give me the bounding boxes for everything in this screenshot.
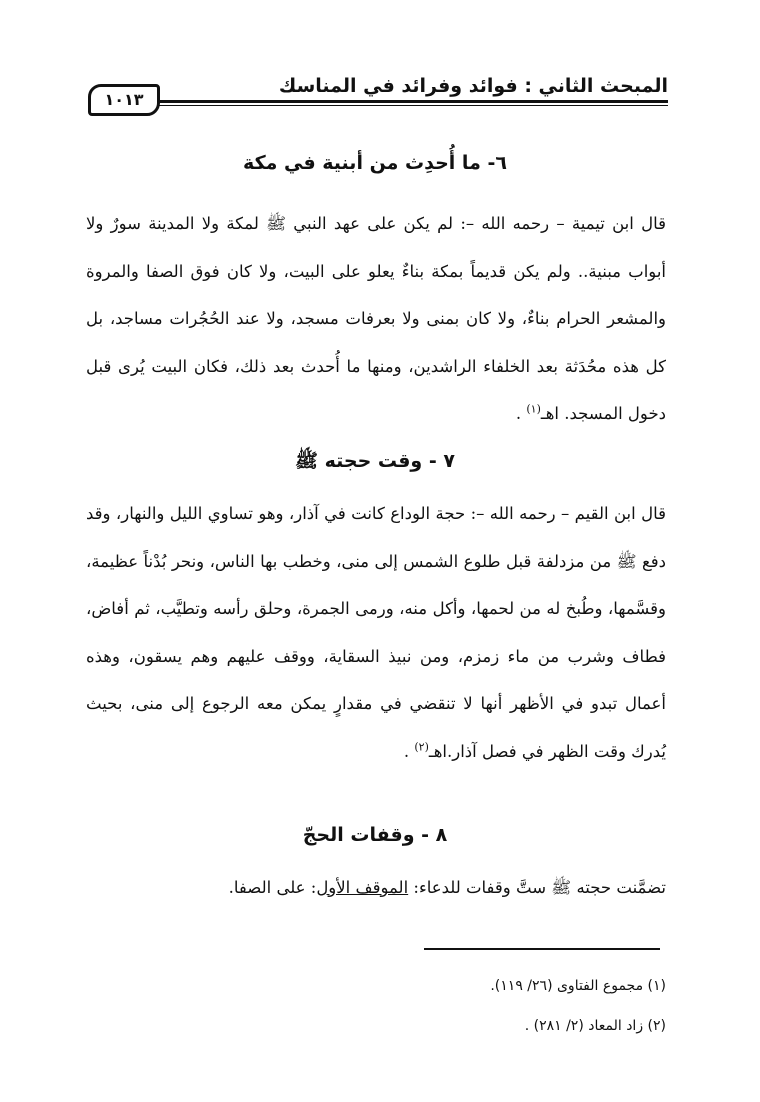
paragraph-7 (86, 490, 666, 775)
paragraph-6 (86, 200, 666, 438)
paragraph-text: قال ابن تيمية – رحمه الله –: لم يكن على عهد النبي ﷺ لمكة ولا المدينة سورٌ ولا أبواب مبنية.. ولم يكن قديماً بمكة بناءٌ يعلو على البيت، ولا كان فوق الصفا والمروة والمشعر الحرام بناءٌ، ولا كان بمنى ولا بعرفات مسجد، ولا عند الحُجُرات مساجد، بل كل هذه محُدَثة بعد الخلفاء الراشدين، ومنها ما أُحدث بعد ذلك، فكان البيت يُرى قبل دخول المسجد. اهـ (86, 214, 666, 423)
paragraph-end: : على الصفا. (228, 878, 317, 897)
paragraph-8 (86, 864, 666, 912)
footnote-separator (424, 948, 660, 950)
section-heading-6: ٦- ما أُحدِث من أبنية في مكة (243, 152, 507, 174)
paragraph-text: قال ابن القيم – رحمه الله –: حجة الوداع كانت في آذار، وهو تساوي الليل والنهار، وقد دفع ﷺ من مزدلفة قبل طلوع الشمس إلى منى، وخطب بها الناس، ونحر بُدْناً عظيمة، وقسَّمها، وطُبخ له من لحمها، وأكل منه، ورمى الجمرة، وحلق رأسه وتطيَّب، ثم أفاض، فطاف وشرب من ماء زمزم، ومن نبيذ السقاية، ووقف عليهم وهم يسقون، وهذه أعمال تبدو في الأظهر أنها لا تنقضي في مقدارٍ يمكن معه الرجوع إلى منى، بحيث يُدرك وقت الظهر في فصل آذار.اهـ (86, 504, 666, 761)
section-heading-8: ٨ - وقفات الحجّ (302, 824, 448, 846)
paragraph-end: . (403, 741, 415, 761)
header-rule-thin (144, 105, 668, 106)
header-rule (144, 100, 668, 103)
underlined-term: الموقف الأول (316, 878, 409, 897)
paragraph-text: تضمَّنت حجته ﷺ ستَّ وقفات للدعاء: (408, 878, 666, 897)
footnote-2: (٢) زاد المعاد (٢/ ٢٨١) . (524, 1018, 666, 1034)
page-number: ١٠١٣ (88, 84, 160, 116)
chapter-title: المبحث الثاني : فوائد وفرائد في المناسك (278, 75, 668, 97)
running-header (88, 70, 668, 110)
paragraph-end: . (515, 404, 527, 423)
footnote-ref-1[interactable]: (١) (526, 402, 541, 416)
footnote-ref-2[interactable]: (٢) (414, 740, 429, 753)
section-heading-7: ٧ - وقت حجته ﷺ (295, 450, 455, 472)
footnote-1: (١) مجموع الفتاوى (٢٦/ ١١٩). (490, 978, 666, 994)
